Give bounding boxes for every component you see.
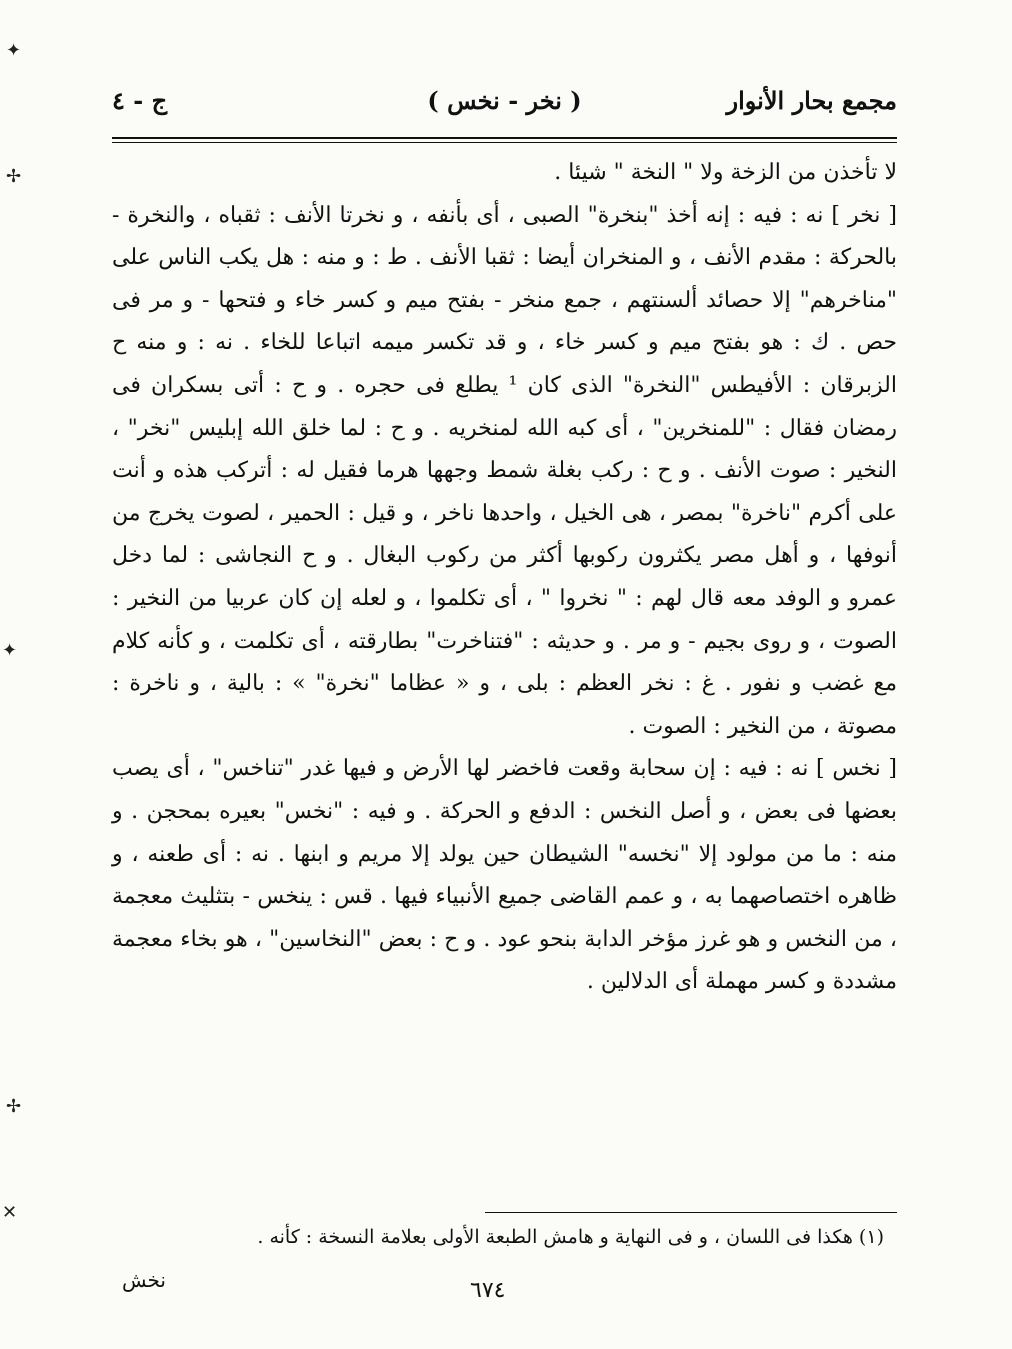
running-header [112, 86, 897, 126]
margin-mark: ✢ [6, 1096, 22, 1117]
page-number: ٦٧٤ [470, 1278, 506, 1303]
margin-mark: ✦ [2, 640, 18, 661]
header-rule [112, 137, 897, 139]
footnote: (١) هكذا فى اللسان ، و فى النهاية و هامش الطبعة الأولى بعلامة النسخة : كأنه . [257, 1226, 884, 1248]
header-rule-thin [112, 142, 897, 143]
catchword: نخش [122, 1268, 166, 1292]
margin-mark: ✦ [6, 40, 22, 61]
paragraph-entry-nakhar: [ نخر ] نه : فيه : إنه أخذ "بنخرة" الصبى ، أى بأنفه ، و نخرتا الأنف : ثقباه ، والنخرة - بالحركة : مقدم الأنف ، و المنخران أيضا : ثقبا الأنف . ط : و منه : هل يكب الناس على "مناخرهم" إلا حصائد ألسنتهم ، جمع منخر - بفتح ميم و كسر خاء و فتحها - و مر فى حص . ك : هو بفتح ميم و كسر خاء ، و قد تكسر ميمه اتباعا للخاء . نه : و منه ح الزبرقان : الأفيطس "النخرة" الذى كان ¹ يطلع فى حجره . و ح : أتى بسكران فى رمضان فقال : "للمنخرين" ، أى كبه الله لمنخريه . و ح : لما خلق الله إبليس "نخر" ، النخير : صوت الأنف . و ح : ركب بغلة شمط وجهها هرما فقيل له : أتركب هذه و أنت على أكرم "ناخرة" بمصر ، هى الخيل ، واحدها ناخر ، و قيل : الحمير ، لصوت يخرج من أنوفها ، و أهل مصر يكثرون ركوبها أكثر من ركوب البغال . و ح النجاشى : لما دخل عمرو و الوفد معه قال لهم : " نخروا " ، أى تكلموا ، و لعله إن كان عربيا من النخير : الصوت ، و روى بجيم - و مر . و حديثه : "فتناخرت" بطارقته ، أى تكلمت ، و كأنه كلام مع غضب و نفور . غ : نخر العظم : بلى ، و « عظاما "نخرة" » : بالية ، و ناخرة : مصوتة ، من النخير : الصوت . [112, 202, 898, 739]
volume-label: ج - ٤ [112, 86, 168, 115]
main-text [112, 152, 897, 1004]
footnote-rule [485, 1212, 897, 1213]
book-title: مجمع بحار الأنوار [726, 86, 897, 115]
paragraph-continuation: لا تأخذن من الزخة ولا " النخة " شيئا . [554, 160, 897, 185]
entry-range: ( نخر - نخس ) [427, 86, 582, 115]
margin-mark: ✕ [2, 1202, 18, 1223]
margin-mark: ✢ [6, 166, 22, 187]
paragraph-entry-nakhas: [ نخس ] نه : فيه : إن سحابة وقعت فاخضر لها الأرض و فيها غدر "تناخس" ، أى يصب بعضها فى بعض ، و أصل النخس : الدفع و الحركة . و فيه : "نخس" بعيره بمحجن . و منه : ما من مولود إلا "نخسه" الشيطان حين يولد إلا مريم و ابنها . نه : أى طعنه ، و ظاهره اختصاصهما به ، و عمم القاضى جميع الأنبياء فيها . قس : ينخس - بتثليث معجمة ، من النخس و هو غرز مؤخر الدابة بنحو عود . و ح : بعض "النخاسين" ، هو بخاء معجمة مشددة و كسر مهملة أى الدلالين . [112, 756, 897, 995]
